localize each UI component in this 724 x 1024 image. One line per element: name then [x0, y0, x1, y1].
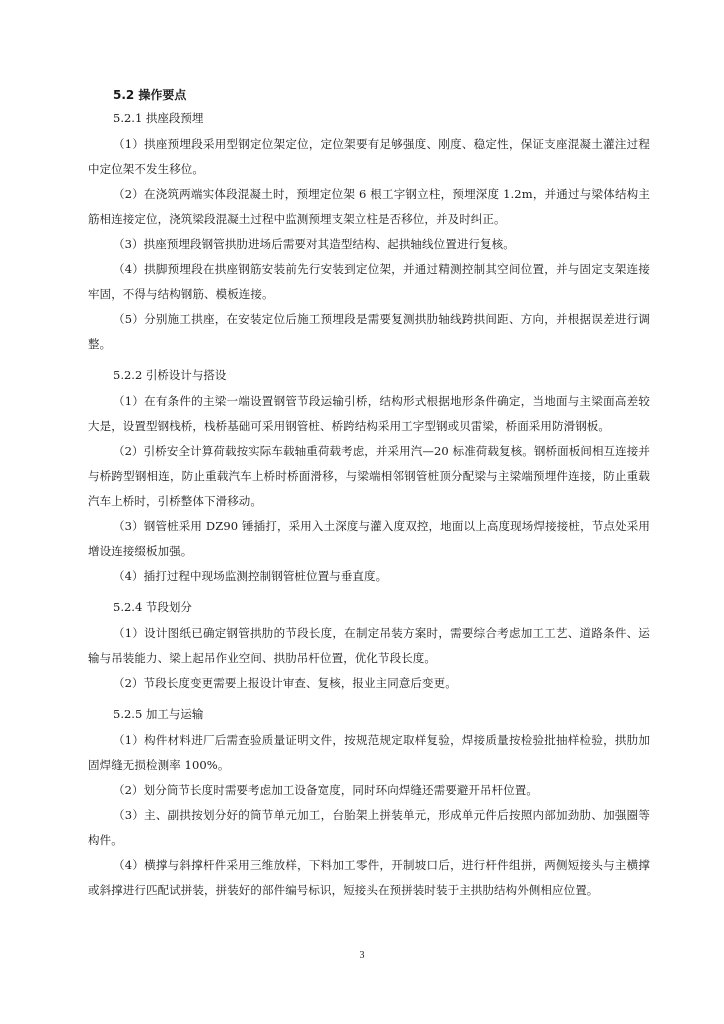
- subsection-title: 5.2.1 拱座段预埋: [113, 111, 204, 125]
- subsection-5-2-2: [88, 366, 650, 589]
- paragraph: （2）节段长度变更需要上报设计审查、复核，报业主同意后变更。: [113, 676, 457, 690]
- subsection-5-2-1: [88, 109, 650, 357]
- page-number: 3: [359, 950, 365, 961]
- subsection-title: 5.2.5 加工与运输: [113, 707, 204, 721]
- subsection-title: 5.2.2 引桥设计与搭设: [113, 368, 227, 382]
- subsection-5-2-5: [88, 705, 650, 903]
- paragraph: （1）拱座预埋段采用型钢定位架定位，定位架要有足够强度、刚度、稳定性，保证支座混凝土灌注过程中定位架不发生移位。: [88, 137, 650, 176]
- paragraph: （1）设计图纸已确定钢管拱肋的节段长度，在制定吊装方案时，需要综合考虑加工工艺、道路条件、运输与吊装能力、梁上起吊作业空间、拱肋吊杆位置，优化节段长度。: [88, 626, 650, 665]
- paragraph: （2）划分筒节长度时需要考虑加工设备宽度，同时环向焊缝还需要避开吊杆位置。: [113, 783, 539, 797]
- section-title: 5.2 操作要点: [113, 88, 187, 102]
- paragraph: （3）钢管桩采用 DZ90 锤插打，采用入土深度与灌入度双控，地面以上高度现场焊接接桩，节点处采用增设连接缀板加强。: [88, 519, 650, 558]
- paragraph: （3）主、副拱按划分好的筒节单元加工，台胎架上拼装单元，形成单元件后按照内部加劲肋、加强圈等构件。: [88, 808, 650, 847]
- paragraph: （1）构件材料进厂后需查验质量证明文件，按规范规定取样复验，焊接质量按检验批抽样检验，拱肋加固焊缝无损检测率 100%。: [88, 733, 650, 772]
- paragraph: （3）拱座预埋段钢管拱肋进场后需要对其造型结构、起拱轴线位置进行复核。: [113, 237, 515, 251]
- paragraph: （4）插打过程中现场监测控制钢管桩位置与垂直度。: [113, 569, 388, 583]
- paragraph: （2）在浇筑两端实体段混凝土时，预埋定位架 6 根工字钢立柱，预埋深度 1.2m，并通过与梁体结构主筋相连接定位，浇筑梁段混凝土过程中监测预埋支架立柱是否移位，并及时纠正。: [88, 187, 650, 226]
- paragraph: （5）分别施工拱座，在安装定位后施工预埋段是需要复测拱肋轴线跨拱间距、方向，并根据误差进行调整。: [88, 312, 650, 351]
- paragraph: （4）横撑与斜撑杆件采用三维放样，下料加工零件，开制坡口后，进行杆件组拼，两侧短接头与主横撑或斜撑进行匹配试拼装，拼装好的部件编号标识，短接头在预拼装时装于主拱肋结构外侧相应位置。: [88, 858, 650, 897]
- subsection-5-2-4: [88, 598, 650, 696]
- paragraph: （2）引桥安全计算荷载按实际车载轴重荷载考虑，并采用汽—20 标准荷载复核。钢桥面板间相互连接并与桥跨型钢相连，防止重载汽车上桥时桥面滑移，与梁端相邻钢管桩顶分配梁与主梁端预埋件连接，防止重载汽车上桥时，引桥整体下滑移动。: [88, 444, 650, 508]
- paragraph: （1）在有条件的主梁一端设置钢管节段运输引桥，结构形式根据地形条件确定，当地面与主梁面高差较大是，设置型钢栈桥，栈桥基础可采用钢管桩、桥跨结构采用工字型钢或贝雷梁，桥面采用防滑钢板。: [88, 394, 650, 433]
- paragraph: （4）拱脚预埋段在拱座钢筋安装前先行安装到定位架，并通过精测控制其空间位置，并与固定支架连接牢固，不得与结构钢筋、模板连接。: [88, 262, 650, 301]
- subsection-title: 5.2.4 节段划分: [113, 600, 192, 614]
